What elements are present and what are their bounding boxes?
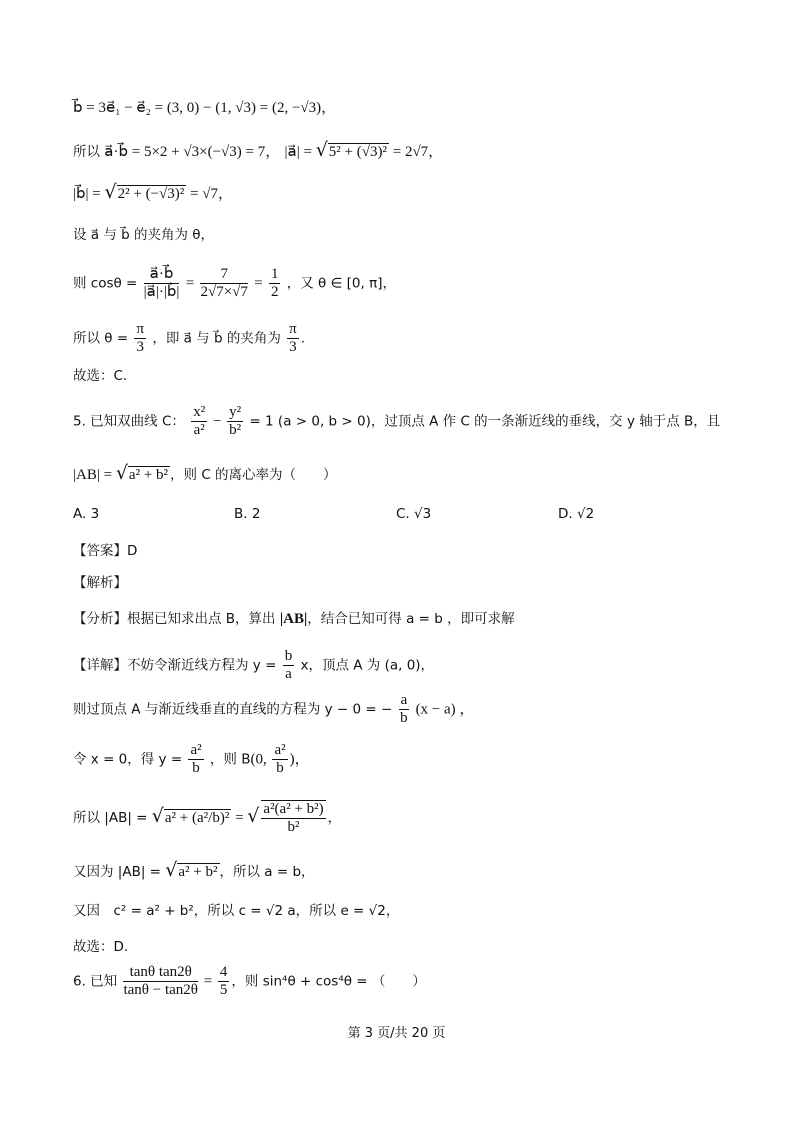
point-b-label: ，则 B	[209, 751, 251, 768]
cos-line: 则 cosθ = $\frac{a⃗\cdot b⃗}{|a⃗|\cdot|b⃗|}$ = $\frac{7}{2√7\times√7}$ = $\frac{1}{2}$ ，又 θ ∈ [0, π]，	[73, 266, 396, 300]
norm-b-result: = √7，	[186, 186, 233, 202]
norm-b-radicand: 2² + (−√3)²	[117, 186, 185, 202]
angle-def-line	[73, 225, 214, 245]
theta-range: ，又 θ ∈ [0, π]，	[286, 275, 396, 292]
numerator: a⃗·b⃗	[144, 266, 180, 284]
fraction	[144, 266, 180, 301]
denominator: b	[400, 710, 408, 726]
theta-label: 所以 θ =	[73, 330, 133, 347]
fraction	[269, 266, 281, 301]
sqrt-sign: √	[247, 805, 260, 827]
equals: =	[199, 973, 216, 990]
because-line	[73, 860, 315, 882]
point-b-prefix: 令 x = 0，得 y =	[73, 751, 187, 768]
ab-radicand: a² + b²	[128, 467, 169, 483]
question-5-cont	[73, 463, 337, 485]
point-b-close: )，	[289, 751, 310, 768]
denominator: |a⃗|·|b⃗|	[143, 284, 180, 300]
analysis-text: 【解析】	[73, 575, 127, 591]
cos-label: 则 cosθ =	[73, 275, 142, 292]
equation-text: b⃗ = 3e⃗₁ − e⃗₂ = (3, 0) − (1, √3) = (2, −√3)，	[73, 100, 337, 116]
answer-d-text: 故选：D.	[73, 939, 129, 955]
option-c: C. √3	[396, 506, 432, 522]
sqrt-sign: √	[151, 805, 164, 827]
question-6-ask: ，则 sin⁴θ + cos⁴θ = （ ）	[231, 973, 426, 990]
dot-product-expr: a⃗·b⃗ = 5×2 + √3×(−√3) = 7，	[104, 144, 281, 160]
numerator: π	[289, 321, 297, 337]
numerator: 4	[219, 964, 228, 980]
ab-bold: |AB|	[279, 611, 308, 627]
denominator: b	[276, 760, 284, 776]
numerator: π	[136, 321, 145, 337]
because-radicand: a² + b²	[178, 864, 218, 880]
fraction	[188, 742, 203, 777]
denominator: 2	[270, 284, 279, 300]
equation-b-vector	[73, 98, 336, 118]
numerator: x²	[193, 404, 206, 420]
norm-a-label: |a⃗| =	[284, 144, 316, 160]
norm-b-label: |b⃗| =	[73, 186, 105, 202]
numerator: a²(a² + b²)	[263, 801, 324, 817]
sqrt-sign: √	[115, 462, 128, 484]
fraction	[191, 404, 207, 439]
option-a: A. 3	[73, 506, 100, 522]
numerator: 1	[270, 266, 279, 282]
norm-a-result: = 2√7，	[388, 144, 444, 160]
ab-radicand-1: a² + (a²/b)²	[164, 810, 230, 826]
denominator: tanθ − tan2θ	[123, 982, 198, 998]
dot-product-line	[73, 140, 443, 162]
numerator: a²	[274, 742, 286, 758]
sqrt-sign: √	[104, 181, 117, 203]
fraction	[283, 648, 295, 683]
denominator: a²	[193, 422, 205, 438]
perpendicular-line	[73, 692, 474, 727]
question-5-body: = 1 (a > 0, b > 0)，过顶点 A 作 C 的一条渐近线的垂线，交 y 轴于点 B，且	[245, 413, 721, 430]
answer-choice-text: 故选：C.	[73, 368, 128, 384]
question-5	[73, 404, 720, 439]
angle-def-text: 设 a⃗ 与 b⃗ 的夹角为 θ，	[73, 227, 215, 243]
fenxi-suffix: ，结合已知可得 a = b ，即可求解	[307, 611, 515, 627]
option-b: B. 2	[234, 506, 261, 522]
numerator: tanθ tan2θ	[123, 964, 197, 982]
fraction	[287, 321, 299, 356]
question-6-prefix: 6. 已知	[73, 973, 118, 990]
fenxi-line	[73, 609, 515, 629]
fraction	[227, 404, 243, 439]
denominator: b	[192, 760, 200, 776]
numerator: 7	[200, 266, 247, 284]
fraction	[134, 321, 146, 356]
denominator: 3	[289, 339, 297, 355]
ab-length-prefix: 所以 |AB| =	[73, 810, 152, 826]
option-d: D. √2	[558, 506, 595, 522]
minus: −	[209, 413, 226, 430]
ab-length-line	[73, 800, 341, 836]
denominator: 3	[136, 339, 144, 355]
denominator: b²	[229, 422, 242, 438]
analysis-tag	[73, 573, 127, 593]
fraction	[261, 800, 325, 836]
norm-a-radicand: 5² + (√3)²	[328, 144, 387, 160]
eccentricity-line	[73, 901, 399, 921]
fraction	[123, 964, 197, 999]
sqrt-sign: √	[315, 139, 328, 161]
question-5-prefix: 5. 已知双曲线 C：	[73, 413, 185, 430]
perp-prefix: 则过顶点 A 与渐近线垂直的直线的方程为 y − 0 = −	[73, 701, 393, 718]
because-prefix: 又因为 |AB| =	[73, 864, 166, 880]
angle-statement: ，即 a⃗ 与 b⃗ 的夹角为	[152, 330, 281, 347]
answer-tag	[73, 541, 137, 561]
question-6	[73, 964, 426, 999]
norm-b-line	[73, 182, 233, 204]
eccentricity-text: 又因 c² = a² + b²，所以 c = √2 a，所以 e = √2，	[73, 903, 400, 919]
fraction	[200, 266, 247, 301]
question-5-ask: ，则 C 的离心率为（ ）	[170, 467, 337, 483]
fraction	[399, 692, 410, 727]
point-b-open: (0,	[250, 751, 271, 768]
answer-text: 【答案】D	[73, 543, 138, 559]
numerator: b	[284, 648, 293, 664]
perp-suffix: (x − a) ，	[415, 701, 475, 718]
numerator: a²	[190, 742, 202, 758]
xiangjie-suffix: x，顶点 A 为 (a, 0)，	[300, 657, 435, 674]
numerator: a	[400, 692, 408, 708]
page-footer: 第 3 页/共 20 页	[347, 1026, 446, 1041]
xiangjie-prefix: 【详解】不妨令渐近线方程为 y =	[73, 657, 281, 674]
answer-d-line	[73, 937, 128, 957]
text-suoyi: 所以	[73, 144, 100, 160]
denominator: b²	[287, 819, 300, 835]
sqrt-sign: √	[165, 859, 178, 881]
fraction	[272, 742, 287, 777]
theta-result-line	[73, 321, 305, 356]
answer-choice-line	[73, 366, 127, 386]
point-b-line	[73, 742, 310, 777]
period: .	[300, 330, 306, 347]
ab-label: |AB| =	[73, 467, 116, 483]
comma: ，	[327, 810, 342, 826]
equals: =	[231, 810, 248, 826]
denominator: 2√7×√7	[200, 284, 248, 300]
fraction	[218, 964, 230, 999]
denominator: a	[285, 666, 292, 682]
denominator: 5	[219, 982, 228, 998]
fenxi-prefix: 【分析】根据已知求出点 B，算出	[73, 611, 280, 627]
xiangjie-line	[73, 648, 434, 683]
numerator: y²	[229, 404, 242, 420]
because-suffix: ，所以 a = b，	[219, 864, 315, 880]
